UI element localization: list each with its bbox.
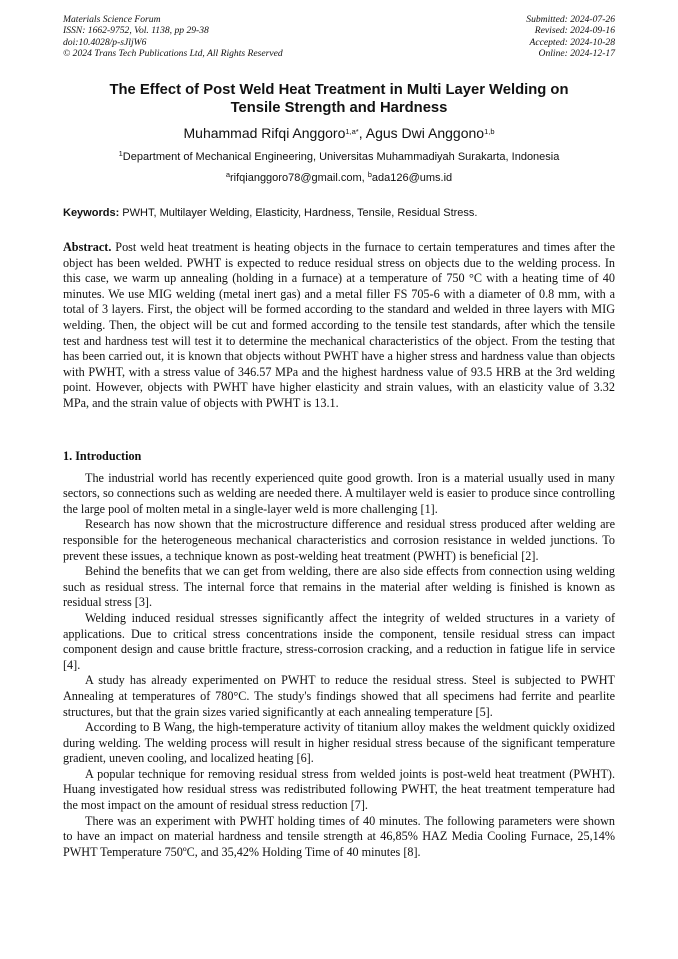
issn-volume: ISSN: 1662-9752, Vol. 1138, pp 29-38 bbox=[63, 25, 209, 37]
author-superscript: 1,a* bbox=[345, 127, 359, 136]
author-separator: , bbox=[358, 125, 366, 141]
email-superscript: b bbox=[367, 170, 372, 179]
title-line-1: The Effect of Post Weld Heat Treatment in Multi Layer Welding on bbox=[109, 82, 569, 98]
abstract-label: Abstract. bbox=[63, 240, 112, 254]
journal-header bbox=[63, 14, 283, 60]
dates-header bbox=[526, 14, 615, 60]
author-name: Muhammad Rifqi Anggoro bbox=[183, 125, 346, 141]
paper-title bbox=[40, 81, 638, 117]
keywords bbox=[63, 206, 615, 220]
abstract bbox=[63, 240, 615, 412]
revised-date: Revised: 2024-09-16 bbox=[534, 25, 615, 37]
doi: doi:10.4028/p-sJljW6 bbox=[63, 36, 147, 48]
email-separator: , bbox=[361, 172, 368, 184]
keywords-label: Keywords: bbox=[63, 207, 120, 219]
affiliation bbox=[40, 150, 638, 164]
online-date: Online: 2024-12-17 bbox=[538, 48, 615, 60]
copyright: © 2024 Trans Tech Publications Ltd, All Rights Reserved bbox=[63, 48, 283, 60]
paragraph: Research has now shown that the microstructure difference and residual stress produced after welding are responsible for the heterogeneous mechanical characteristics and corrosion resistance in welded junctions. To prevent these issues, a technique known as post-welding heat treatment (PWHT) is beneficial [2]. bbox=[63, 517, 615, 563]
author-name: Agus Dwi Anggono bbox=[365, 125, 485, 141]
introduction-section bbox=[63, 449, 615, 860]
email-superscript: a bbox=[225, 170, 230, 179]
keywords-text: PWHT, Multilayer Welding, Elasticity, Hardness, Tensile, Residual Stress. bbox=[119, 207, 478, 219]
submitted-date: Submitted: 2024-07-26 bbox=[526, 14, 615, 25]
abstract-text: Post weld heat treatment is heating objects in the furnace to certain temperatures and times after the object has been welded. PWHT is expected to reduce residual stress on objects due to the welding process. In this case, we warm up annealing (holding in a furnace) at a temperature of 750 °C with a heating time of 40 minutes. We use MIG welding (metal inert gas) and a metal filler FS 705-6 with a diameter of 0.8 mm, with a total of 3 layers. First, the object will be formed according to the standard and welded in three layers with MIG welding. Then, the object will be cut and formed according to the tensile test standards, after which the tensile test and hardness test will test it to determine the mechanical characteristics of the object. From the testing that has been carried out, it is known that objects without PWHT have a higher stress and hardness value than objects with PWHT, with a stress value of 346.57 MPa and the highest hardness value of 93.5 HRB at the 3rd welding point. However, objects with PWHT have higher elasticity and strain values, with an elasticity value of 3.32 MPa, and the strain value of objects with PWHT is 13.1. bbox=[63, 240, 615, 410]
section-heading: 1. Introduction bbox=[63, 449, 142, 463]
paragraph: A popular technique for removing residual stress from welded joints is post-weld heat treatment (PWHT). Huang investigated how residual stress was redistributed following PWHT, the heat treatment temperature had the most impact on the amount of residual stress reduction [7]. bbox=[63, 766, 615, 813]
affiliation-text: Department of Mechanical Engineering, Universitas Muhammadiyah Surakarta, Indonesia bbox=[122, 151, 560, 163]
author-superscript: 1,b bbox=[484, 127, 495, 136]
paragraph: The industrial world has recently experienced quite good growth. Iron is a material usually used in many sectors, so connections such as welding are needed there. A multilayer weld is easier to produce since controlling the large pool of molten metal in a single-layer weld is more challenging [1]. bbox=[63, 470, 615, 516]
paragraph: According to B Wang, the high-temperature activity of titanium alloy makes the weldment quickly oxidized during welding. The welding process will result in higher residual stress because of the significant temperature gradient, uneven cooling, and localized heating [6]. bbox=[63, 720, 615, 766]
author-emails bbox=[40, 171, 638, 185]
title-line-2: Tensile Strength and Hardness bbox=[230, 100, 448, 116]
author-list bbox=[40, 124, 638, 142]
accepted-date: Accepted: 2024-10-28 bbox=[529, 36, 615, 48]
paragraph: There was an experiment with PWHT holding times of 40 minutes. The following parameters were shown to have an impact on material hardness and tensile strength at 46,85% HAZ Media Cooling Furnace, 25,14% PWHT Temperature 750ºC, and 35,42% Holding Time of 40 minutes [8]. bbox=[63, 813, 615, 859]
journal-name: Materials Science Forum bbox=[63, 14, 161, 25]
email-address[interactable]: ada126@ums.id bbox=[371, 172, 453, 184]
paragraph: Behind the benefits that we can get from welding, there are also side effects from connection using welding such as residual stress. The internal force that remains in the material after welding is finished is known as residual stress [3]. bbox=[63, 564, 615, 610]
email-address[interactable]: rifqianggoro78@gmail.com bbox=[229, 172, 362, 184]
paragraph: Welding induced residual stresses significantly affect the integrity of welded structures in a variety of applications. Due to critical stress concentrations inside the component, tensile residual stress can impact component design and cause brittle fracture, stress-corrosion cracking, and a reduction in fatigue life in service [4]. bbox=[63, 610, 615, 672]
affiliation-superscript: 1 bbox=[118, 149, 123, 158]
paragraph: A study has already experimented on PWHT to reduce the residual stress. Steel is subjected to PWHT Annealing at temperatures of 780°C. The study's findings showed that all specimens had ferrite and pearlite structures, but that the grain sizes varied significantly at each annealing temperature [5]. bbox=[63, 673, 615, 719]
